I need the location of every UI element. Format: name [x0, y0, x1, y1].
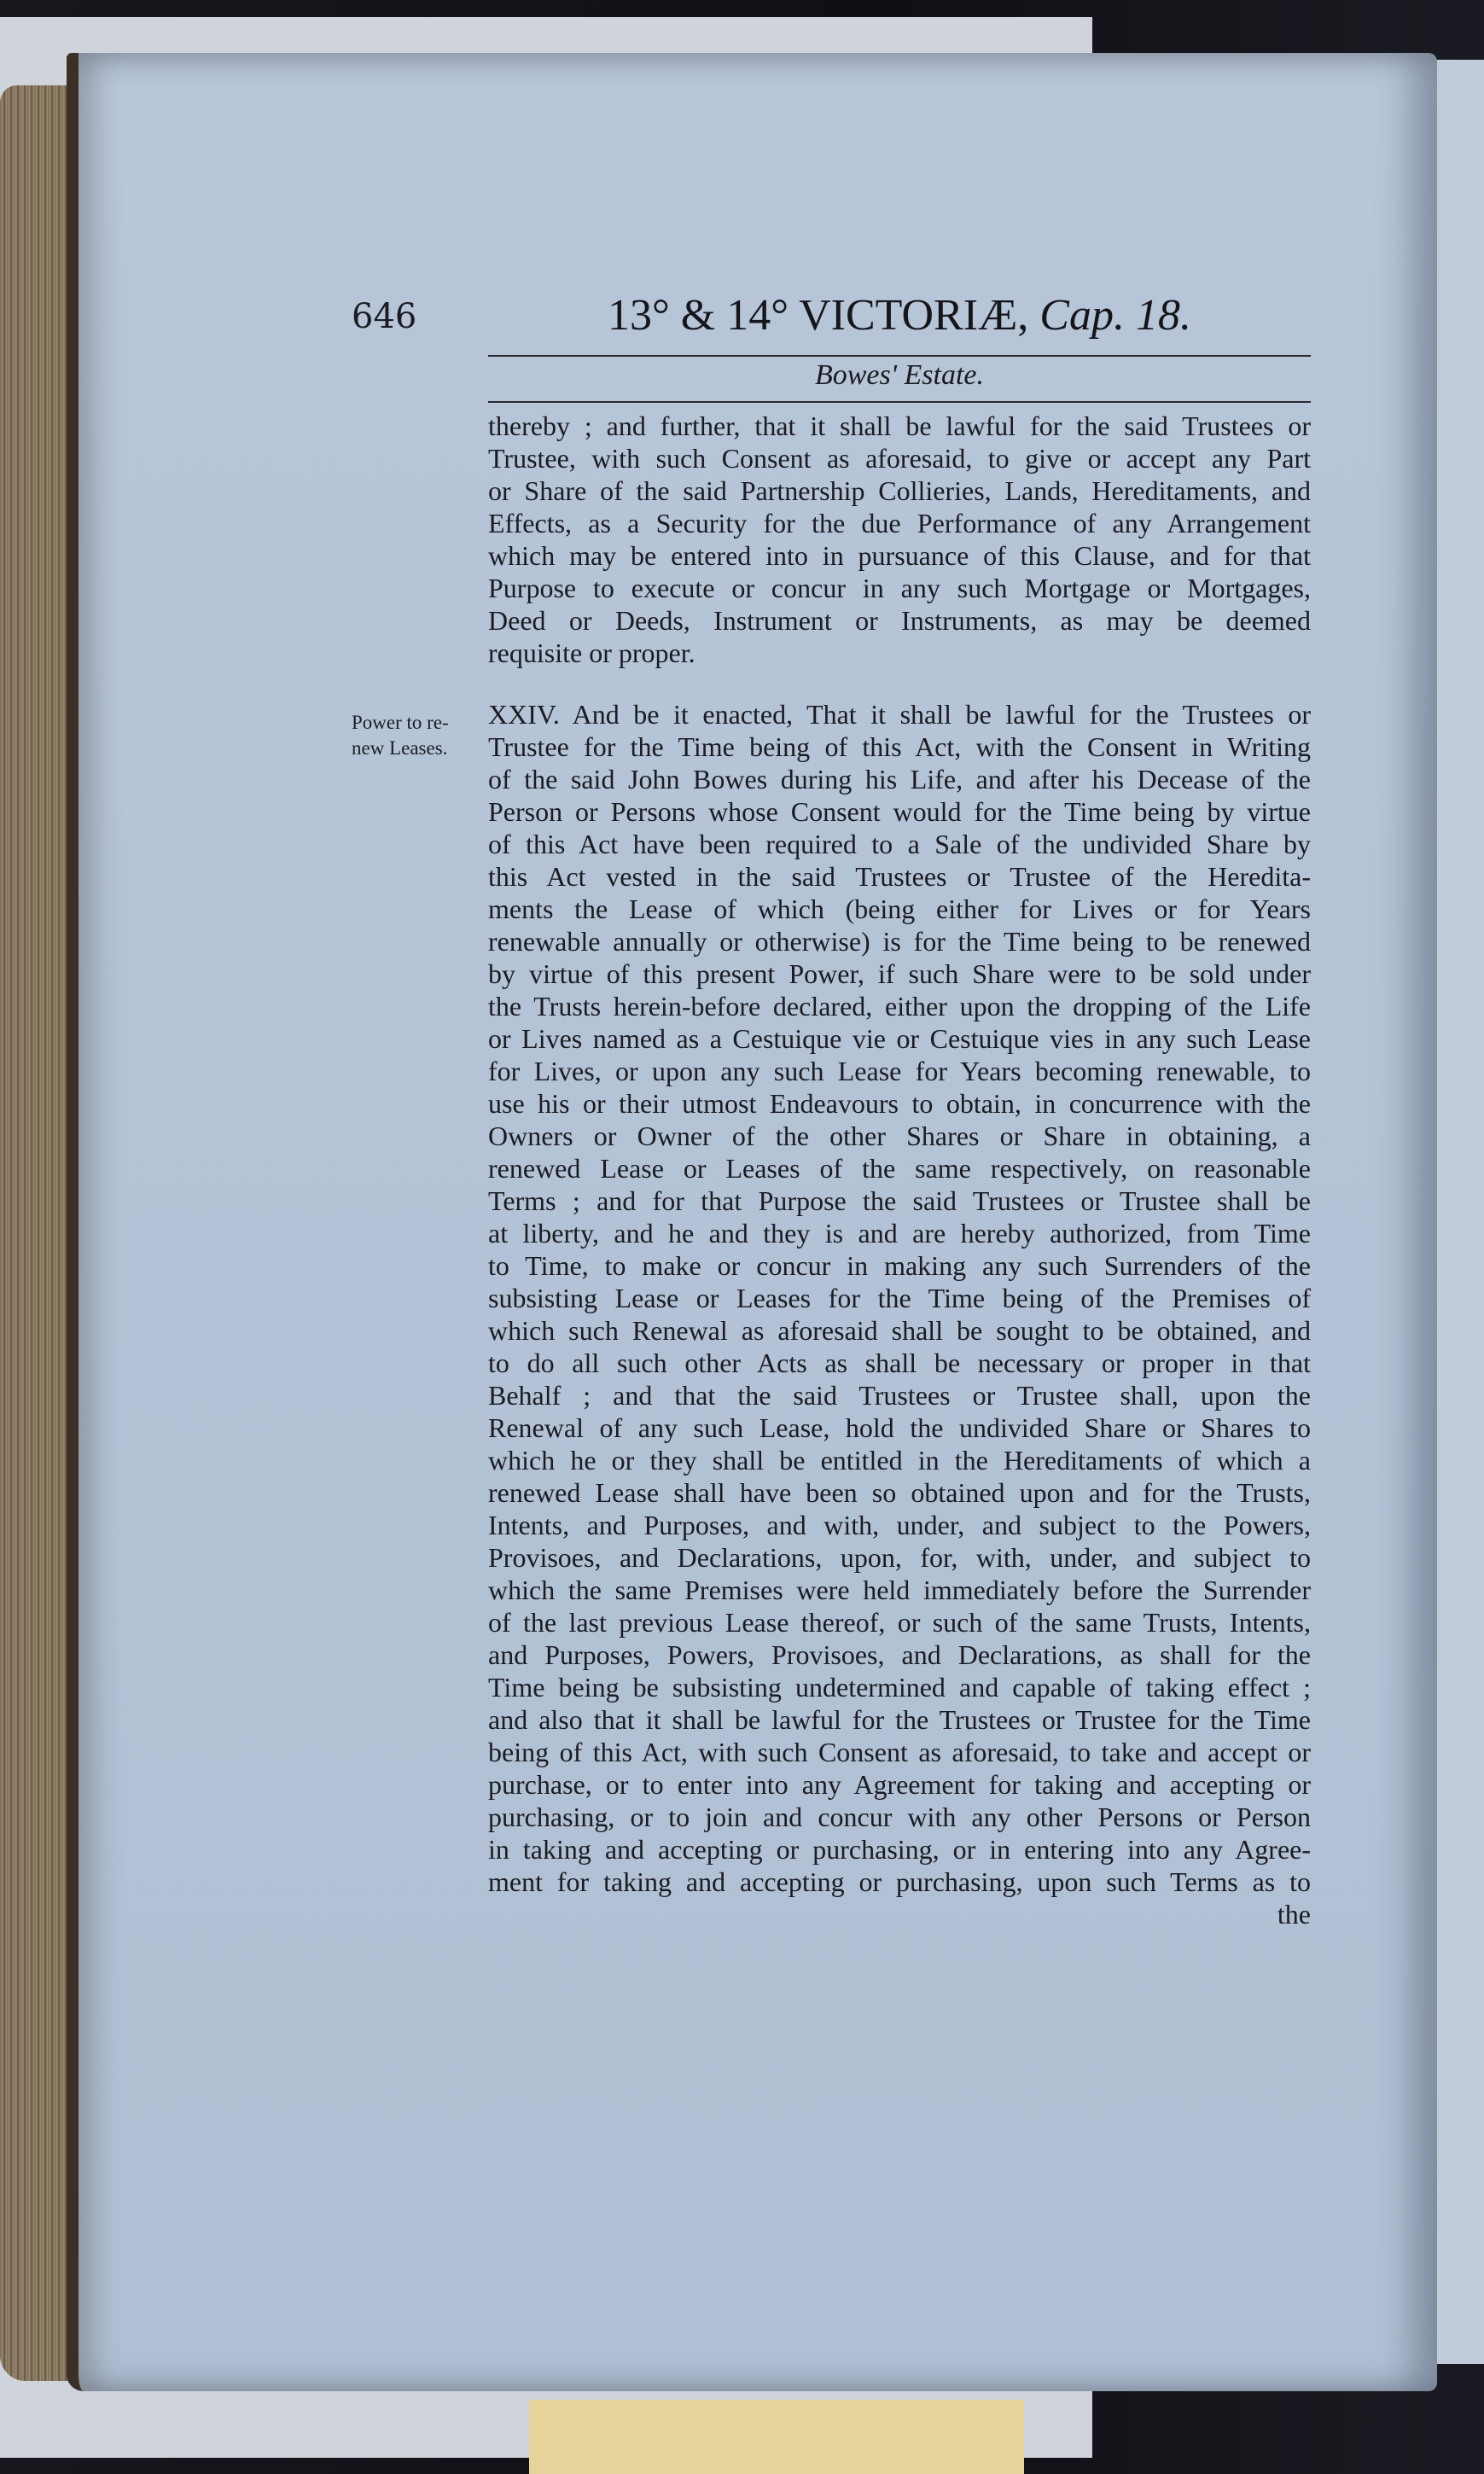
text-line: Intents, and Purposes, and with, under, and subject to the Powers,	[488, 1510, 1311, 1540]
marginal-note-line: Power to re-	[352, 712, 449, 733]
text-line: which may be entered into in pursuance of this Clause, and for that	[488, 540, 1311, 571]
text-line: renewed Lease shall have been so obtained upon and for the Trusts,	[488, 1477, 1311, 1508]
text-line: which he or they shall be entitled in the Hereditaments of which a	[488, 1445, 1311, 1476]
text-line: Person or Persons whose Consent would for the Time being by virtue	[488, 796, 1311, 827]
text-line: or Lives named as a Cestuique vie or Cestuique vies in any such Lease	[488, 1023, 1311, 1054]
text-line: ment for taking and accepting or purchasing, upon such Terms as to	[488, 1866, 1311, 1897]
text-line: this Act vested in the said Trustees or Trustee of the Heredita-	[488, 861, 1311, 892]
text-line: Effects, as a Security for the due Performance of any Arrangement	[488, 508, 1311, 538]
text-line: Provisoes, and Declarations, upon, for, with, under, and subject to	[488, 1542, 1311, 1573]
text-line: purchase, or to enter into any Agreement for taking and accepting or	[488, 1769, 1311, 1800]
header-rule-bottom	[488, 401, 1311, 403]
text-line: which the same Premises were held immediately before the Surrender	[488, 1575, 1311, 1605]
text-line: Owners or Owner of the other Shares or Share in obtaining, a	[488, 1121, 1311, 1151]
text-line: in taking and accepting or purchasing, or in entering into any Agree-	[488, 1834, 1311, 1865]
header-rule-top	[488, 355, 1311, 357]
running-title	[608, 290, 1191, 341]
marginal-note	[352, 710, 480, 761]
text-line: ments the Lease of which (being either for Lives or for Years	[488, 894, 1311, 924]
text-line: Renewal of any such Lease, hold the undivided Share or Shares to	[488, 1412, 1311, 1443]
text-line: Behalf ; and that the said Trustees or Trustee shall, upon the	[488, 1380, 1311, 1411]
text-line: purchasing, or to join and concur with any other Persons or Person	[488, 1802, 1311, 1832]
subtitle: Bowes' Estate.	[814, 359, 985, 391]
text-line: Trustee for the Time being of this Act, with the Consent in Writing	[488, 731, 1311, 762]
text-line: of the said John Bowes during his Life, and after his Decease of the	[488, 764, 1311, 795]
text-line: thereby ; and further, that it shall be lawful for the said Trustees or	[488, 410, 1311, 441]
title-chapter: Cap. 18.	[1039, 291, 1191, 340]
text-line: the Trusts herein-before declared, either upon the dropping of the Life	[488, 991, 1311, 1022]
text-line: Terms ; and for that Purpose the said Trustees or Trustee shall be	[488, 1185, 1311, 1216]
text-line: and Purposes, Powers, Provisoes, and Declarations, as shall for the	[488, 1639, 1311, 1670]
text-line: renewable annually or otherwise) is for the Time being to be renewed	[488, 926, 1311, 957]
title-main: 13° & 14° VICTORIÆ,	[608, 291, 1029, 340]
text-line: use his or their utmost Endeavours to obtain, in concurrence with the	[488, 1088, 1311, 1119]
text-line: subsisting Lease or Leases for the Time being of the Premises of	[488, 1283, 1311, 1313]
text-line: Trustee, with such Consent as aforesaid, to give or accept any Part	[488, 443, 1311, 474]
text-line: Deed or Deeds, Instrument or Instruments, as may be deemed	[488, 605, 1311, 636]
catchword: the	[1277, 1899, 1311, 1930]
text-line: XXIV. And be it enacted, That it shall be lawful for the Trustees or	[488, 699, 1311, 730]
text-line: which such Renewal as aforesaid shall be sought to be obtained, and	[488, 1315, 1311, 1346]
text-line: at liberty, and he and they is and are hereby authorized, from Time	[488, 1218, 1311, 1249]
text-line: for Lives, or upon any such Lease for Years becoming renewable, to	[488, 1056, 1311, 1086]
paper-tab	[529, 2400, 1024, 2474]
section-xxiv	[488, 698, 1311, 1930]
text-line: renewed Lease or Leases of the same respectively, on reasonable	[488, 1153, 1311, 1184]
marginal-note-line: new Leases.	[352, 737, 448, 759]
text-line: Time being be subsisting undetermined and capable of taking effect ;	[488, 1672, 1311, 1703]
page-number: 646	[352, 297, 417, 336]
continuation-paragraph	[488, 410, 1311, 669]
text-line: and also that it shall be lawful for the Trustees or Trustee for the Time	[488, 1704, 1311, 1735]
text-line: of the last previous Lease thereof, or such of the same Trusts, Intents,	[488, 1607, 1311, 1638]
text-line: to do all such other Acts as shall be necessary or proper in that	[488, 1348, 1311, 1378]
text-line: of this Act have been required to a Sale of the undivided Share by	[488, 829, 1311, 859]
text-line: to Time, to make or concur in making any such Surrenders of the	[488, 1250, 1311, 1281]
text-line: requisite or proper.	[488, 637, 695, 668]
text-line: or Share of the said Partnership Collieries, Lands, Hereditaments, and	[488, 475, 1311, 506]
text-line: Purpose to execute or concur in any such Mortgage or Mortgages,	[488, 573, 1311, 603]
text-line: by virtue of this present Power, if such Share were to be sold under	[488, 958, 1311, 989]
text-line: being of this Act, with such Consent as aforesaid, to take and accept or	[488, 1737, 1311, 1767]
